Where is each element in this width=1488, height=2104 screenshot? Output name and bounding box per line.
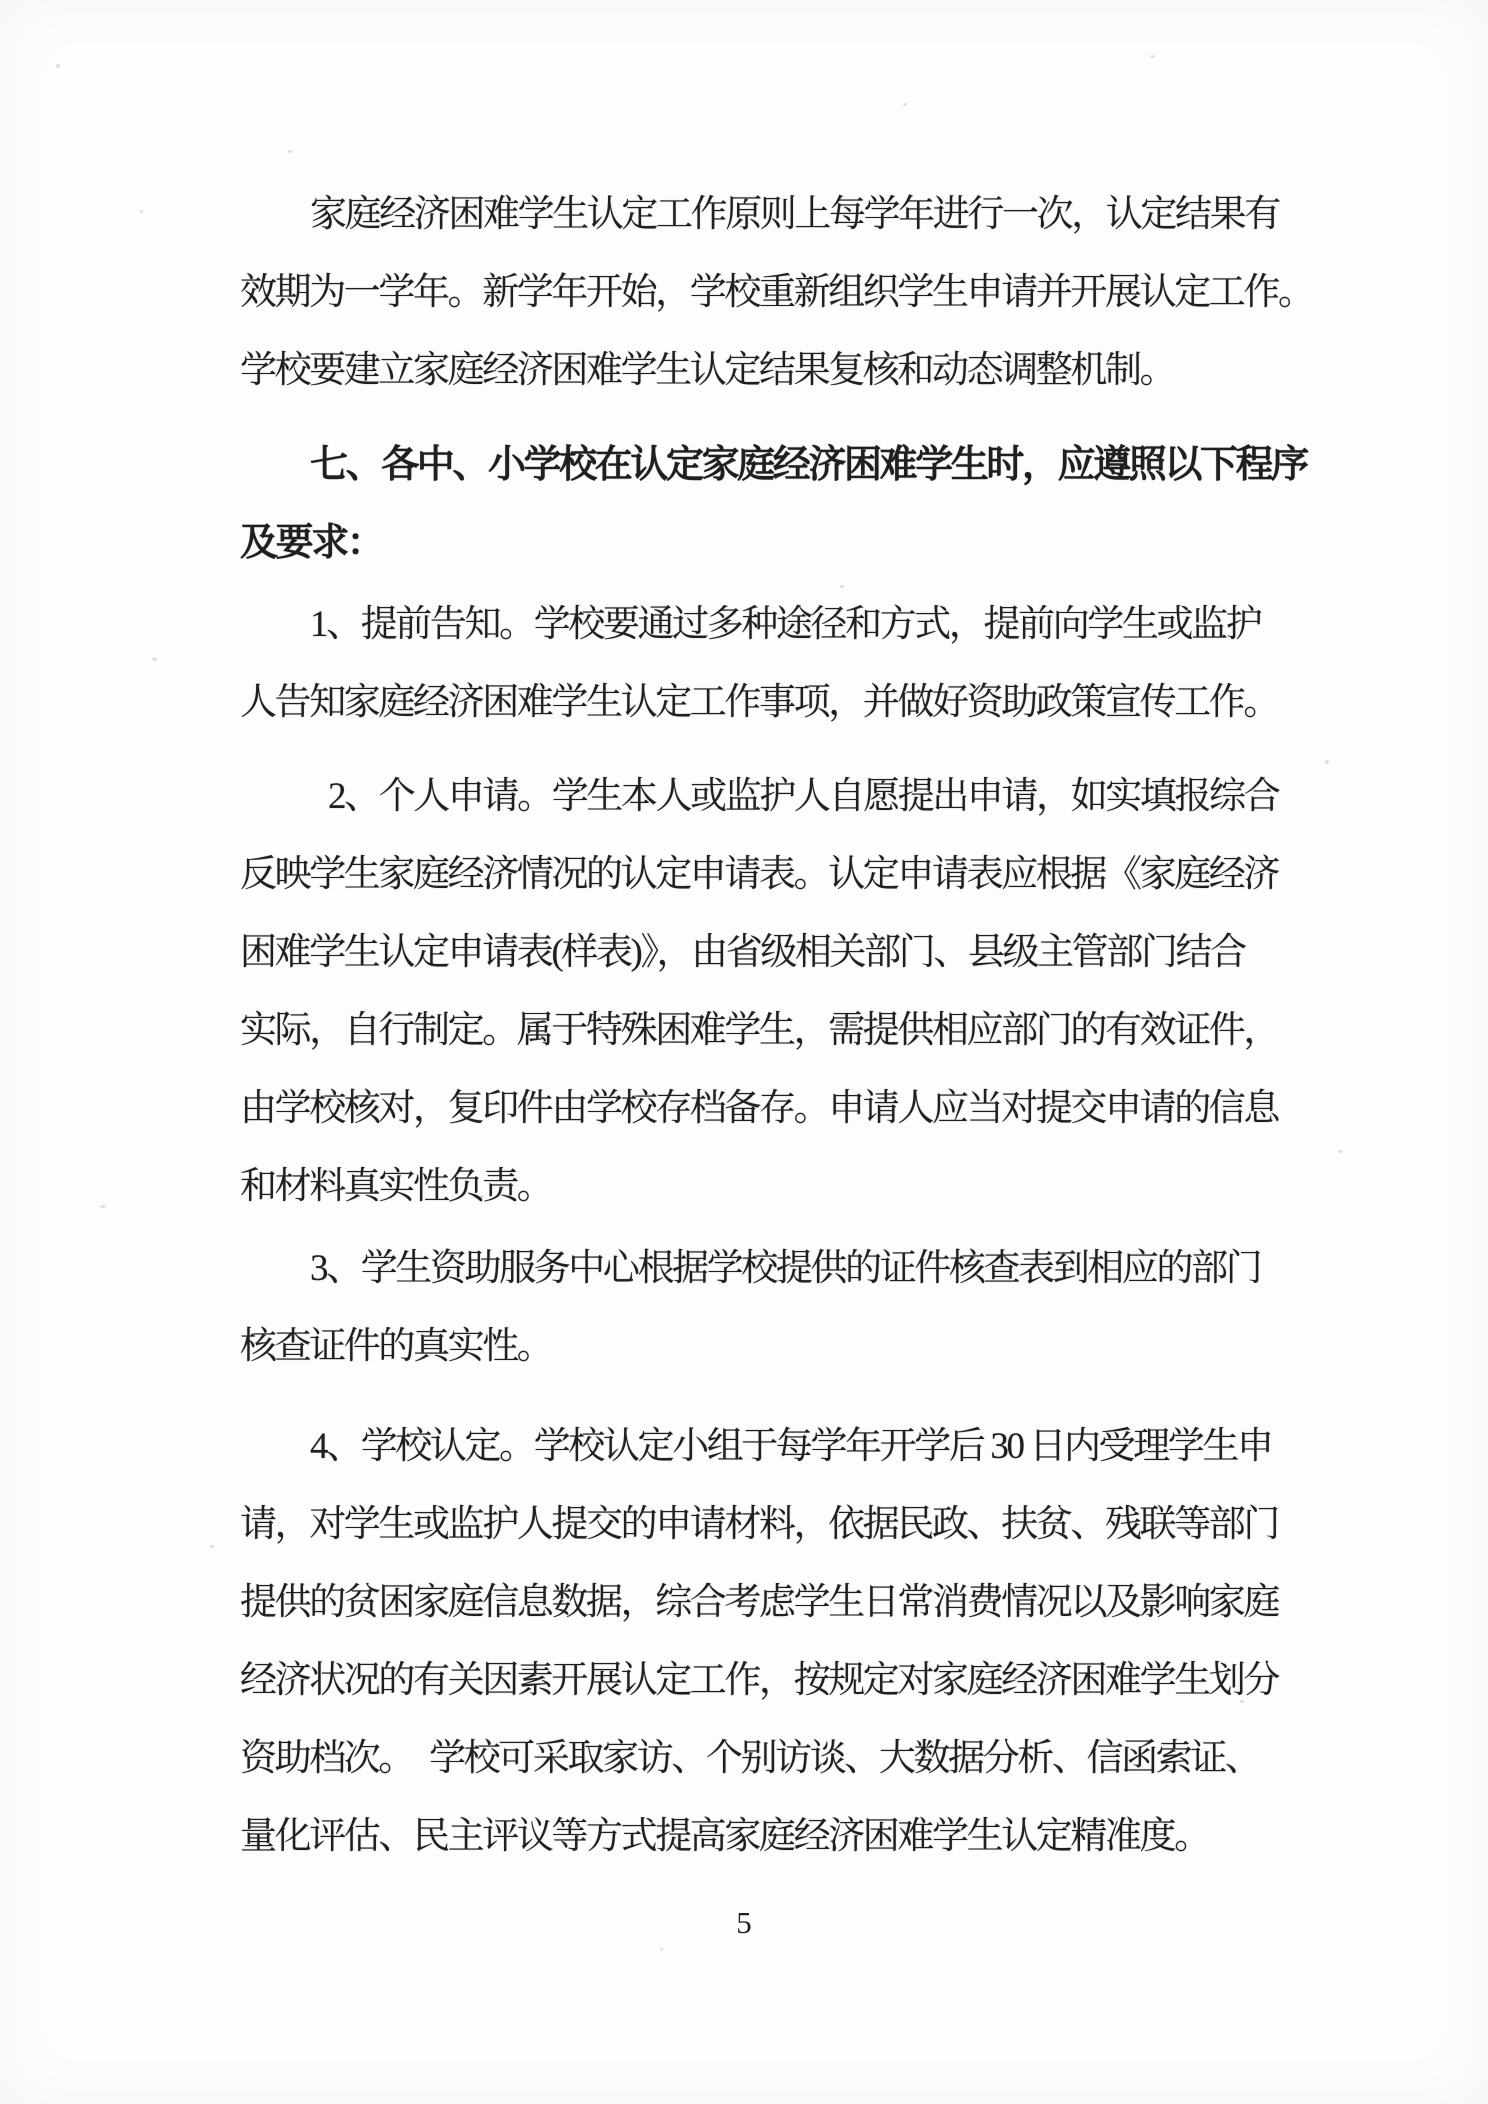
scan-speck [1338, 1150, 1343, 1153]
paragraph-item-3-verification [240, 1225, 1292, 1381]
scan-speck [1325, 760, 1329, 764]
paragraph-item-2-personal-application [240, 753, 1292, 1221]
scan-speck [100, 1205, 106, 1208]
text-line: 提供的贫困家庭信息数据，综合考虑学生日常消费情况以及影响家庭 [240, 1582, 1278, 1623]
text-line: 人告知家庭经济困难学生认定工作事项，并做好资助政策宣传工作。 [240, 682, 1278, 723]
text-line: 困难学生认定申请表(样表)》，由省级相关部门、县级主管部门结合 [240, 932, 1245, 973]
scan-speck [1150, 55, 1155, 58]
text-line: 实际，自行制定。属于特殊困难学生，需提供相应部门的有效证件， [240, 1010, 1278, 1051]
paragraph-validity-period [240, 171, 1313, 405]
text-line: 2、个人申请。学生本人或监护人自愿提出申请，如实填报综合 [328, 776, 1279, 817]
scan-speck [660, 1948, 663, 1951]
text-line: 效期为一学年。新学年开始，学校重新组织学生申请并开展认定工作。 [240, 272, 1313, 313]
text-line: 家庭经济困难学生认定工作原则上每学年进行一次，认定结果有 [310, 194, 1279, 235]
scan-speck [56, 64, 60, 68]
text-line: 4、学校认定。学校认定小组于每学年开学后 30 日内受理学生申 [310, 1426, 1272, 1467]
section-heading-line: 七、各中、小学校在认定家庭经济困难学生时，应遵照以下程序 [310, 443, 1307, 486]
scan-speck [210, 1545, 214, 1548]
text-line: 1、提前告知。学校要通过多种途径和方式，提前向学生或监护 [310, 604, 1261, 645]
section-heading-line: 及要求： [240, 521, 383, 564]
text-line: 学校要建立家庭经济困难学生认定结果复核和动态调整机制。 [240, 350, 1175, 391]
text-line: 请，对学生或监护人提交的申请材料，依据民政、扶贫、残联等部门 [240, 1504, 1278, 1545]
scan-speck [140, 210, 143, 213]
text-line: 经济状况的有关因素开展认定工作，按规定对家庭经济困难学生划分 [240, 1660, 1278, 1701]
text-line: 量化评估、民主评议等方式提高家庭经济困难学生认定精准度。 [240, 1816, 1209, 1857]
scan-speck [1240, 1700, 1244, 1703]
paragraph-item-4-school-determination [240, 1403, 1292, 1871]
text-line: 3、学生资助服务中心根据学校提供的证件核查表到相应的部门 [310, 1248, 1261, 1289]
page-number: 5 [736, 1905, 752, 1940]
scan-speck [152, 657, 157, 661]
text-line: 资助档次。 学校可采取家访、个别访谈、大数据分析、信函索证、 [240, 1738, 1260, 1779]
scan-speck [840, 585, 844, 588]
document-body [240, 171, 1313, 1871]
text-line: 反映学生家庭经济情况的认定申请表。认定申请表应根据《家庭经济 [240, 854, 1278, 895]
section-heading-seven [240, 421, 1307, 577]
scan-speck [480, 1195, 484, 1198]
text-line: 由学校核对，复印件由学校存档备存。申请人应当对提交申请的信息 [240, 1088, 1278, 1129]
scan-speck [903, 103, 907, 106]
paragraph-item-1-advance-notice [240, 581, 1292, 737]
scan-speck [288, 150, 292, 153]
text-line: 和材料真实性负责。 [240, 1166, 552, 1207]
text-line: 核查证件的真实性。 [240, 1326, 552, 1367]
